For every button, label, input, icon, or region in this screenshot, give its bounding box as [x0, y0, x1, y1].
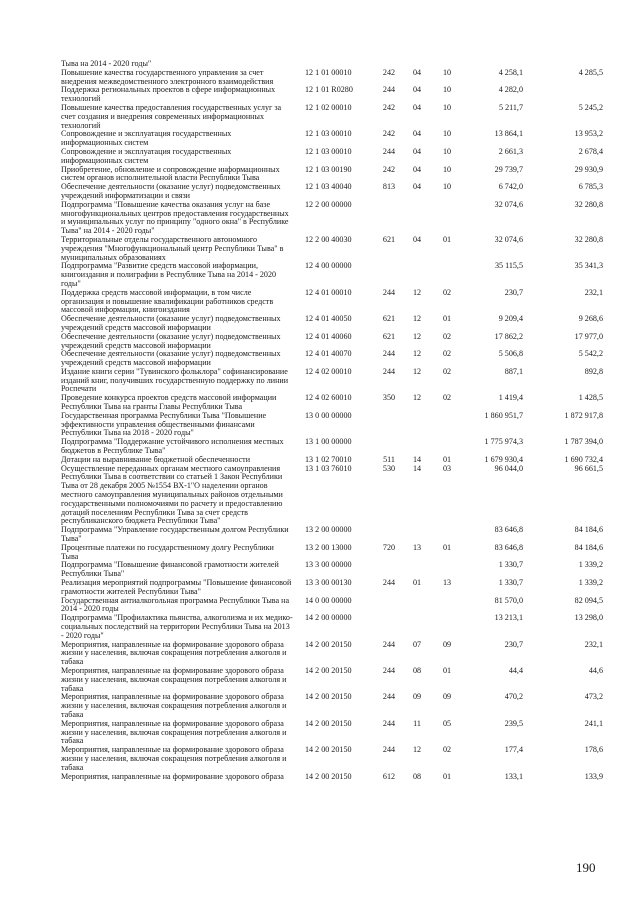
budget-code: 12 1 02 00010 [305, 102, 352, 112]
budget-code: 12 4 01 40060 [305, 331, 352, 341]
table-row [0, 773, 640, 782]
amount-2019: 9 209,4 [498, 314, 523, 324]
section-code: 12 [412, 331, 422, 341]
item-name: Мероприятия, направленные на формирование здорового образа жизни у населения, включая сокращения потребления алкоголя и табака [61, 692, 287, 719]
subsection-code: 09 [442, 692, 452, 702]
amount-2019: 81 570,0 [494, 595, 523, 605]
table-row [0, 333, 640, 351]
item-name: Осуществление переданных органам местного самоуправления Республики Тыва в соответствии со статьей 1 Закон Республики Тыва от 28 декабря 2005 №1554 ВХ-1"О наделении органов местного самоуправления муниципальных районов отдельными государственными полномочиями по расчету и предоставлению дотаций поселениям Республики Тыва за счет средств республиканского бюджета Республики Тыва" [61, 463, 283, 526]
subsection-code: 01 [442, 542, 452, 552]
budget-code: 12 1 03 00010 [305, 129, 352, 139]
item-name: Обеспечение деятельности (оказание услуг) подведомственных учреждений информатизации и связи [61, 182, 281, 200]
budget-code: 12 2 00 40030 [305, 234, 352, 244]
table-row [0, 412, 640, 438]
item-name: Повышение качества государственного управления за счет внедрения межведомственного электронного взаимодействия [61, 67, 274, 86]
expense-type: 242 [382, 67, 396, 77]
table-row [0, 315, 640, 333]
item-name: Подпрограмма "Профилактика пьянства, алкоголизма и их медико-социальных последствий на территории Республики Тыва на 2013 - 2020 годы" [61, 613, 293, 640]
amount-2019: 133,1 [504, 771, 523, 781]
amount-2019: 32 074,6 [494, 234, 523, 244]
amount-2020: 5 542,2 [578, 349, 603, 359]
amount-2019: 1 419,4 [498, 393, 523, 403]
budget-code: 12 4 01 40070 [305, 349, 352, 359]
section-code: 14 [412, 463, 422, 473]
item-name: Подпрограмма "Повышение качества оказания услуг на базе многофункциональных центров предоставления государственных и муниципальных услуг по принципу "одного окна" в Республике Тыва" на 2014 - 2020 годы" [61, 199, 289, 236]
amount-2020: 1 872 917,8 [564, 410, 603, 420]
subsection-code: 10 [442, 164, 452, 174]
section-code: 04 [412, 234, 422, 244]
expense-type: 242 [382, 129, 396, 139]
expense-type: 244 [382, 718, 396, 728]
section-code: 13 [412, 542, 422, 552]
budget-code: 13 0 00 00000 [305, 410, 352, 420]
budget-code: 14 2 00 20150 [305, 745, 352, 755]
budget-code: 13 2 00 00000 [305, 525, 352, 535]
item-name: Подпрограмма "Повышение финансовой грамотности жителей Республики Тыва" [61, 560, 279, 579]
table-row [0, 544, 640, 562]
amount-2019: 17 862,2 [494, 331, 523, 341]
subsection-code: 09 [442, 639, 452, 649]
table-row [0, 597, 640, 615]
amount-2019: 35 115,5 [494, 261, 523, 271]
amount-2020: 32 280,8 [574, 234, 603, 244]
amount-2020: 9 268,6 [578, 314, 603, 324]
amount-2020: 241,1 [584, 718, 603, 728]
expense-type: 244 [382, 639, 396, 649]
item-name: Дотации на выравнивание бюджетной обеспеченности [61, 454, 251, 464]
subsection-code: 13 [442, 578, 452, 588]
subsection-code: 01 [442, 314, 452, 324]
subsection-code: 02 [442, 331, 452, 341]
amount-2019: 887,1 [504, 366, 523, 376]
section-code: 09 [412, 692, 422, 702]
amount-2020: 84 184,6 [574, 525, 603, 535]
expense-type: 244 [382, 366, 396, 376]
amount-2020: 96 661,5 [574, 463, 603, 473]
budget-code: 12 1 01 00010 [305, 67, 352, 77]
section-code: 11 [413, 718, 421, 728]
expense-type: 244 [382, 146, 396, 156]
amount-2020: 1 428,5 [578, 393, 603, 403]
table-row [0, 183, 640, 201]
subsection-code: 10 [442, 182, 452, 192]
table-row [0, 104, 640, 130]
subsection-code: 01 [442, 454, 452, 464]
amount-2020: 1 339,2 [578, 578, 603, 588]
subsection-code: 05 [442, 718, 452, 728]
budget-code: 14 0 00 00000 [305, 595, 352, 605]
budget-code: 12 4 01 00010 [305, 287, 352, 297]
amount-2019: 13 213,1 [494, 613, 523, 623]
table-row [0, 746, 640, 772]
item-name: Поддержка региональных проектов в сфере информационных технологий [61, 85, 276, 104]
section-code: 14 [412, 454, 422, 464]
budget-code: 14 2 00 20150 [305, 665, 352, 675]
subsection-code: 10 [442, 129, 452, 139]
expense-type: 244 [382, 692, 396, 702]
table-row [0, 465, 640, 527]
amount-2020: 13 298,0 [574, 613, 603, 623]
table-row [0, 526, 640, 544]
section-code: 04 [412, 129, 422, 139]
budget-code: 14 2 00 00000 [305, 613, 352, 623]
amount-2020: 178,6 [584, 745, 603, 755]
table-row [0, 236, 640, 262]
amount-2020: 133,9 [584, 771, 603, 781]
item-name: Повышение качества предоставления государственных услуг за счет создания и внедрения современных информационных технологий [61, 102, 282, 130]
amount-2020: 1 339,2 [578, 560, 603, 570]
expense-type: 720 [382, 542, 396, 552]
item-name: Государственная программа Республики Тыва "Повышение эффективности управления общественными финансами Республики Тыва на 2018 - 2020 годы" [61, 410, 267, 438]
amount-2020: 35 341,3 [574, 261, 603, 271]
item-name: Государственная антиалкогольная программа Республики Тыва на 2014 - 2020 годы [61, 595, 290, 614]
amount-2019: 4 258,1 [498, 67, 523, 77]
expense-type: 242 [382, 102, 396, 112]
section-code: 04 [412, 182, 422, 192]
subsection-code: 02 [442, 366, 452, 376]
table-row [0, 130, 640, 148]
item-name: Подпрограмма "Развитие средств массовой информации, книгоиздания и полиграфии в Республике Тыва на 2014 - 2020 годы" [61, 261, 277, 288]
expense-type: 244 [382, 349, 396, 359]
amount-2020: 5 245,2 [578, 102, 603, 112]
budget-code: 14 2 00 20150 [305, 639, 352, 649]
expense-type: 530 [382, 463, 396, 473]
amount-2019: 1 679 930,4 [484, 454, 523, 464]
section-code: 04 [412, 164, 422, 174]
amount-2020: 1 787 394,0 [564, 437, 603, 447]
section-code: 04 [412, 102, 422, 112]
budget-code: 14 2 00 20150 [305, 692, 352, 702]
item-name: Тыва на 2014 - 2020 годы" [61, 59, 152, 68]
amount-2020: 892,8 [584, 366, 603, 376]
subsection-code: 01 [442, 665, 452, 675]
budget-code: 12 1 01 R0280 [305, 85, 353, 95]
subsection-code: 01 [442, 771, 452, 781]
subsection-code: 10 [442, 146, 452, 156]
amount-2019: 83 646,8 [494, 525, 523, 535]
budget-code: 13 1 02 70010 [305, 454, 352, 464]
table-row [0, 69, 640, 87]
amount-2019: 1 860 951,7 [484, 410, 523, 420]
expense-type: 813 [382, 182, 396, 192]
budget-code: 12 1 03 40040 [305, 182, 352, 192]
item-name: Мероприятия, направленные на формирование здорового образа [61, 771, 284, 781]
section-code: 12 [412, 393, 422, 403]
section-code: 04 [412, 146, 422, 156]
table-row [0, 614, 640, 640]
amount-2019: 5 506,8 [498, 349, 523, 359]
item-name: Мероприятия, направленные на формирование здорового образа жизни у населения, включая сокращения потребления алкоголя и табака [61, 718, 287, 746]
amount-2020: 1 690 732,4 [564, 454, 603, 464]
table-row [0, 438, 640, 456]
amount-2019: 230,7 [504, 287, 523, 297]
amount-2019: 177,4 [504, 745, 523, 755]
budget-table [0, 60, 640, 781]
subsection-code: 10 [442, 67, 452, 77]
budget-code: 12 4 02 60010 [305, 393, 352, 403]
amount-2019: 1 330,7 [498, 578, 523, 588]
budget-code: 12 4 00 00000 [305, 261, 352, 271]
item-name: Подпрограмма "Управление государственным долгом Республики Тыва" [61, 525, 289, 544]
amount-2019: 4 282,0 [498, 85, 523, 95]
expense-type: 244 [382, 578, 396, 588]
budget-code: 12 4 02 00010 [305, 366, 352, 376]
table-row [0, 720, 640, 746]
amount-2020: 82 094,5 [574, 595, 603, 605]
section-code: 12 [412, 745, 422, 755]
section-code: 04 [412, 67, 422, 77]
expense-type: 350 [382, 393, 396, 403]
amount-2019: 6 742,0 [498, 182, 523, 192]
budget-code: 13 1 00 00000 [305, 437, 352, 447]
item-name: Сопровождение и эксплуатация государственных информационных систем [61, 146, 232, 165]
item-name: Обеспечение деятельности (оказание услуг) подведомственных учреждений средств массовой информации [61, 331, 281, 350]
table-row [0, 561, 640, 579]
item-name: Мероприятия, направленные на формирование здорового образа жизни у населения, включая сокращения потребления алкоголя и табака [61, 639, 287, 667]
table-row [0, 289, 640, 315]
expense-type: 621 [382, 234, 396, 244]
amount-2020: 44,6 [588, 665, 603, 675]
expense-type: 621 [382, 331, 396, 341]
expense-type: 244 [382, 665, 396, 675]
amount-2020: 2 678,4 [578, 146, 603, 156]
expense-type: 612 [382, 771, 396, 781]
item-name: Издание книги серии "Тувинского фольклора" софинансирование изданий книг, получивших государственную поддержку по линии Роспечати [61, 366, 289, 394]
item-name: Обеспечение деятельности (оказание услуг) подведомственных учреждений средств массовой информации [61, 349, 281, 368]
section-code: 12 [412, 287, 422, 297]
amount-2019: 230,7 [504, 639, 523, 649]
table-row [0, 579, 640, 597]
section-code: 12 [412, 366, 422, 376]
section-code: 08 [412, 665, 422, 675]
table-row [0, 166, 640, 184]
amount-2020: 6 785,3 [578, 182, 603, 192]
amount-2020: 84 184,6 [574, 542, 603, 552]
table-row [0, 368, 640, 394]
amount-2020: 232,1 [584, 287, 603, 297]
table-row [0, 262, 640, 288]
expense-type: 242 [382, 164, 396, 174]
item-name: Процентные платежи по государственному долгу Республики Тыва [61, 542, 274, 561]
table-row [0, 86, 640, 104]
amount-2020: 29 930,9 [574, 164, 603, 174]
section-code: 08 [412, 771, 422, 781]
amount-2019: 83 646,8 [494, 542, 523, 552]
amount-2019: 470,2 [504, 692, 523, 702]
amount-2019: 96 044,0 [494, 463, 523, 473]
item-name: Подпрограмма "Поддержание устойчивого исполнения местных бюджетов в Республике Тыва" [61, 437, 284, 456]
budget-code: 13 2 00 13000 [305, 542, 352, 552]
budget-code: 12 1 03 00010 [305, 146, 352, 156]
amount-2019: 1 330,7 [498, 560, 523, 570]
amount-2019: 13 864,1 [494, 129, 523, 139]
table-row [0, 148, 640, 166]
amount-2019: 1 775 974,3 [484, 437, 523, 447]
budget-code: 13 3 00 00000 [305, 560, 352, 570]
subsection-code: 02 [442, 287, 452, 297]
amount-2019: 2 661,3 [498, 146, 523, 156]
subsection-code: 02 [442, 745, 452, 755]
item-name: Мероприятия, направленные на формирование здорового образа жизни у населения, включая сокращения потребления алкоголя и табака [61, 665, 287, 693]
expense-type: 244 [382, 85, 396, 95]
subsection-code: 01 [442, 234, 452, 244]
budget-code: 12 2 00 00000 [305, 199, 352, 209]
expense-type: 511 [383, 454, 395, 464]
amount-2019: 32 074,6 [494, 199, 523, 209]
item-name: Реализация мероприятий подпрограммы "Повышение финансовой грамотности жителей Республики Тыва" [61, 578, 292, 596]
subsection-code: 03 [442, 463, 452, 473]
section-code: 12 [412, 349, 422, 359]
section-code: 07 [412, 639, 422, 649]
budget-code: 14 2 00 20150 [305, 771, 352, 781]
amount-2020: 32 280,8 [574, 199, 603, 209]
table-row [0, 350, 640, 368]
budget-code: 13 3 00 00130 [305, 578, 352, 588]
table-row [0, 201, 640, 236]
expense-type: 244 [382, 287, 396, 297]
section-code: 12 [412, 314, 422, 324]
item-name: Обеспечение деятельности (оказание услуг) подведомственных учреждений средств массовой информации [61, 314, 281, 332]
table-row [0, 667, 640, 693]
amount-2019: 29 739,7 [494, 164, 523, 174]
budget-code: 12 4 01 40050 [305, 314, 352, 324]
subsection-code: 02 [442, 393, 452, 403]
page-number: 190 [576, 860, 596, 875]
subsection-code: 10 [442, 85, 452, 95]
amount-2020: 232,1 [584, 639, 603, 649]
table-row [0, 641, 640, 667]
amount-2020: 473,2 [584, 692, 603, 702]
table-row [0, 394, 640, 412]
expense-type: 244 [382, 745, 396, 755]
section-code: 01 [412, 578, 422, 588]
amount-2020: 17 977,0 [574, 331, 603, 341]
amount-2020: 4 285,5 [578, 67, 603, 77]
subsection-code: 10 [442, 102, 452, 112]
amount-2019: 239,5 [504, 718, 523, 728]
budget-code: 13 1 03 76010 [305, 463, 352, 473]
table-row [0, 693, 640, 719]
expense-type: 621 [382, 314, 396, 324]
amount-2020: 13 953,2 [574, 129, 603, 139]
item-name: Поддержка средств массовой информации, в том числе организация и повышение квалификации работников средств массовой информации, книгоиздания [61, 287, 274, 315]
budget-code: 14 2 00 20150 [305, 718, 352, 728]
item-name: Сопровождение и эксплуатация государственных информационных систем [61, 129, 232, 148]
item-name: Территориальные отделы государственного автономного учреждения "Многофункциональный центр Республики Тыва" в муниципальных образованиях [61, 234, 284, 262]
section-code: 04 [412, 85, 422, 95]
amount-2019: 5 211,7 [499, 102, 523, 112]
amount-2019: 44,4 [508, 665, 523, 675]
item-name: Приобретение, обновление и сопровождение информационных систем органов исполнительной власти Республики Тыва [61, 164, 280, 183]
item-name: Мероприятия, направленные на формирование здорового образа жизни у населения, включая сокращения потребления алкоголя и табака [61, 745, 287, 772]
subsection-code: 02 [442, 349, 452, 359]
budget-code: 12 1 03 00190 [305, 164, 352, 174]
item-name: Проведение конкурса проектов средств массовой информации Республики Тыва на гранты Главы Республики Тыва [61, 393, 277, 412]
